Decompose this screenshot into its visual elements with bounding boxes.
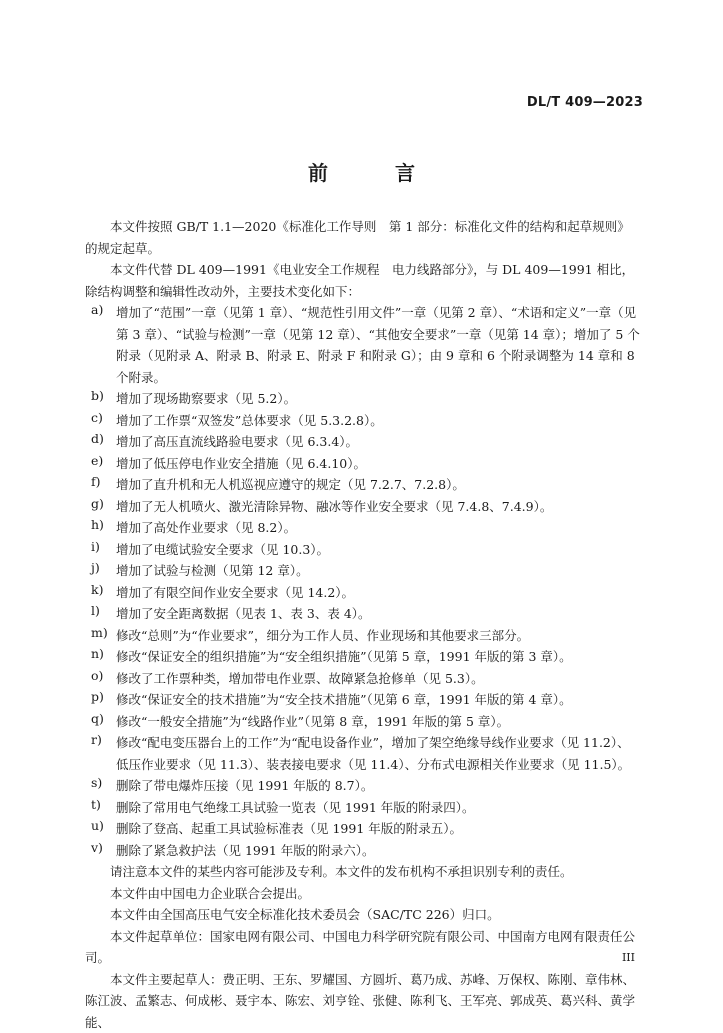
list-item-text: 增加了“范围”一章（见第 1 章）、“规范性引用文件”一章（见第 2 章）、“术语和定义”一章（见第 3 章）、“试验与检测”一章（见第 12 章）、“其他安全要求”一章（见第 14 章）；增加了 5 个附录（见附录 A、附录 B、附录 E、附录 F 和附录 G）；由 9 章和 6 个附录调整为 14 章和 8 个附录。 <box>116 302 641 388</box>
list-item <box>85 840 641 862</box>
list-item-label: l) <box>85 603 116 625</box>
drafters: 本文件主要起草人：费正明、王东、罗耀国、方圆圻、葛乃成、苏峰、万保权、陈刚、章伟林、陈江波、孟繁志、何成彬、聂宇本、陈宏、刘亨铨、张健、陈利飞、王军亮、郭成英、葛兴科、黄学能、 <box>85 969 641 1033</box>
list-item-label: b) <box>85 388 116 410</box>
list-item-label: n) <box>85 646 116 668</box>
list-item-label: m) <box>85 625 116 647</box>
list-item-text: 增加了工作票“双签发”总体要求（见 5.3.2.8）。 <box>116 410 641 432</box>
document-code: DL/T 409—2023 <box>527 95 643 110</box>
list-item <box>85 539 641 561</box>
changes-list <box>85 302 641 861</box>
list-item-label: v) <box>85 840 116 862</box>
list-item <box>85 625 641 647</box>
list-item-label: a) <box>85 302 116 388</box>
list-item-label: g) <box>85 496 116 518</box>
list-item-text: 增加了高处作业要求（见 8.2）。 <box>116 517 641 539</box>
drafting-units: 本文件起草单位：国家电网有限公司、中国电力科学研究院有限公司、中国南方电网有限责任公司。 <box>85 926 641 969</box>
list-item-label: k) <box>85 582 116 604</box>
list-item-text: 修改“保证安全的技术措施”为“安全技术措施”（见第 6 章，1991 年版的第 4 章）。 <box>116 689 641 711</box>
list-item-text: 增加了低压停电作业安全措施（见 6.4.10）。 <box>116 453 641 475</box>
list-item-text: 删除了登高、起重工具试验标准表（见 1991 年版的附录五）。 <box>116 818 641 840</box>
page-title: 前 言 <box>0 157 723 186</box>
page-number: III <box>622 951 635 964</box>
list-item <box>85 818 641 840</box>
list-item-label: o) <box>85 668 116 690</box>
list-item-label: s) <box>85 775 116 797</box>
list-item-text: 修改“总则”为“作业要求”，细分为工作人员、作业现场和其他要求三部分。 <box>116 625 641 647</box>
intro-paragraph-2: 本文件代替 DL 409—1991《电业安全工作规程 电力线路部分》，与 DL 409—1991 相比，除结构调整和编辑性改动外，主要技术变化如下： <box>85 259 641 302</box>
list-item <box>85 732 641 775</box>
list-item-label: d) <box>85 431 116 453</box>
list-item-text: 增加了有限空间作业安全要求（见 14.2）。 <box>116 582 641 604</box>
list-item-text: 修改“保证安全的组织措施”为“安全组织措施”（见第 5 章，1991 年版的第 3 章）。 <box>116 646 641 668</box>
list-item <box>85 668 641 690</box>
list-item-text: 增加了安全距离数据（见表 1、表 3、表 4）。 <box>116 603 641 625</box>
intro-paragraph-1: 本文件按照 GB/T 1.1—2020《标准化工作导则 第 1 部分：标准化文件的结构和起草规则》的规定起草。 <box>85 216 641 259</box>
list-item <box>85 453 641 475</box>
foreword-body <box>85 216 641 1033</box>
list-item <box>85 496 641 518</box>
list-item-text: 增加了现场勘察要求（见 5.2）。 <box>116 388 641 410</box>
list-item-label: i) <box>85 539 116 561</box>
list-item-label: u) <box>85 818 116 840</box>
list-item <box>85 431 641 453</box>
list-item-label: t) <box>85 797 116 819</box>
list-item-text: 增加了电缆试验安全要求（见 10.3）。 <box>116 539 641 561</box>
list-item-label: j) <box>85 560 116 582</box>
list-item-text: 增加了直升机和无人机巡视应遵守的规定（见 7.2.7、7.2.8）。 <box>116 474 641 496</box>
list-item-text: 修改了工作票种类，增加带电作业票、故障紧急抢修单（见 5.3）。 <box>116 668 641 690</box>
list-item-text: 增加了高压直流线路验电要求（见 6.3.4）。 <box>116 431 641 453</box>
list-item-text: 删除了带电爆炸压接（见 1991 年版的 8.7）。 <box>116 775 641 797</box>
list-item <box>85 302 641 388</box>
list-item <box>85 646 641 668</box>
list-item <box>85 410 641 432</box>
list-item <box>85 689 641 711</box>
list-item-label: p) <box>85 689 116 711</box>
list-item <box>85 711 641 733</box>
list-item <box>85 560 641 582</box>
patent-notice: 请注意本文件的某些内容可能涉及专利。本文件的发布机构不承担识别专利的责任。 <box>85 861 641 883</box>
list-item <box>85 603 641 625</box>
list-item-text: 增加了试验与检测（见第 12 章）。 <box>116 560 641 582</box>
list-item-text: 删除了紧急救护法（见 1991 年版的附录六）。 <box>116 840 641 862</box>
list-item <box>85 388 641 410</box>
list-item <box>85 474 641 496</box>
list-item-label: q) <box>85 711 116 733</box>
list-item-text: 修改“配电变压器台上的工作”为“配电设备作业”，增加了架空绝缘导线作业要求（见 11.2）、低压作业要求（见 11.3）、装表接电要求（见 11.4）、分布式电源相关作业要求（见 11.5）。 <box>116 732 641 775</box>
list-item-label: e) <box>85 453 116 475</box>
list-item-text: 修改“一般安全措施”为“线路作业”（见第 8 章，1991 年版的第 5 章）。 <box>116 711 641 733</box>
list-item-label: h) <box>85 517 116 539</box>
list-item-label: f) <box>85 474 116 496</box>
list-item-text: 删除了常用电气绝缘工具试验一览表（见 1991 年版的附录四）。 <box>116 797 641 819</box>
list-item <box>85 775 641 797</box>
list-item <box>85 582 641 604</box>
list-item-label: r) <box>85 732 116 775</box>
list-item <box>85 797 641 819</box>
list-item-text: 增加了无人机喷火、激光清除异物、融冰等作业安全要求（见 7.4.8、7.4.9）。 <box>116 496 641 518</box>
committee-statement: 本文件由全国高压电气安全标准化技术委员会（SAC/TC 226）归口。 <box>85 904 641 926</box>
list-item <box>85 517 641 539</box>
list-item-label: c) <box>85 410 116 432</box>
proposer-statement: 本文件由中国电力企业联合会提出。 <box>85 883 641 905</box>
